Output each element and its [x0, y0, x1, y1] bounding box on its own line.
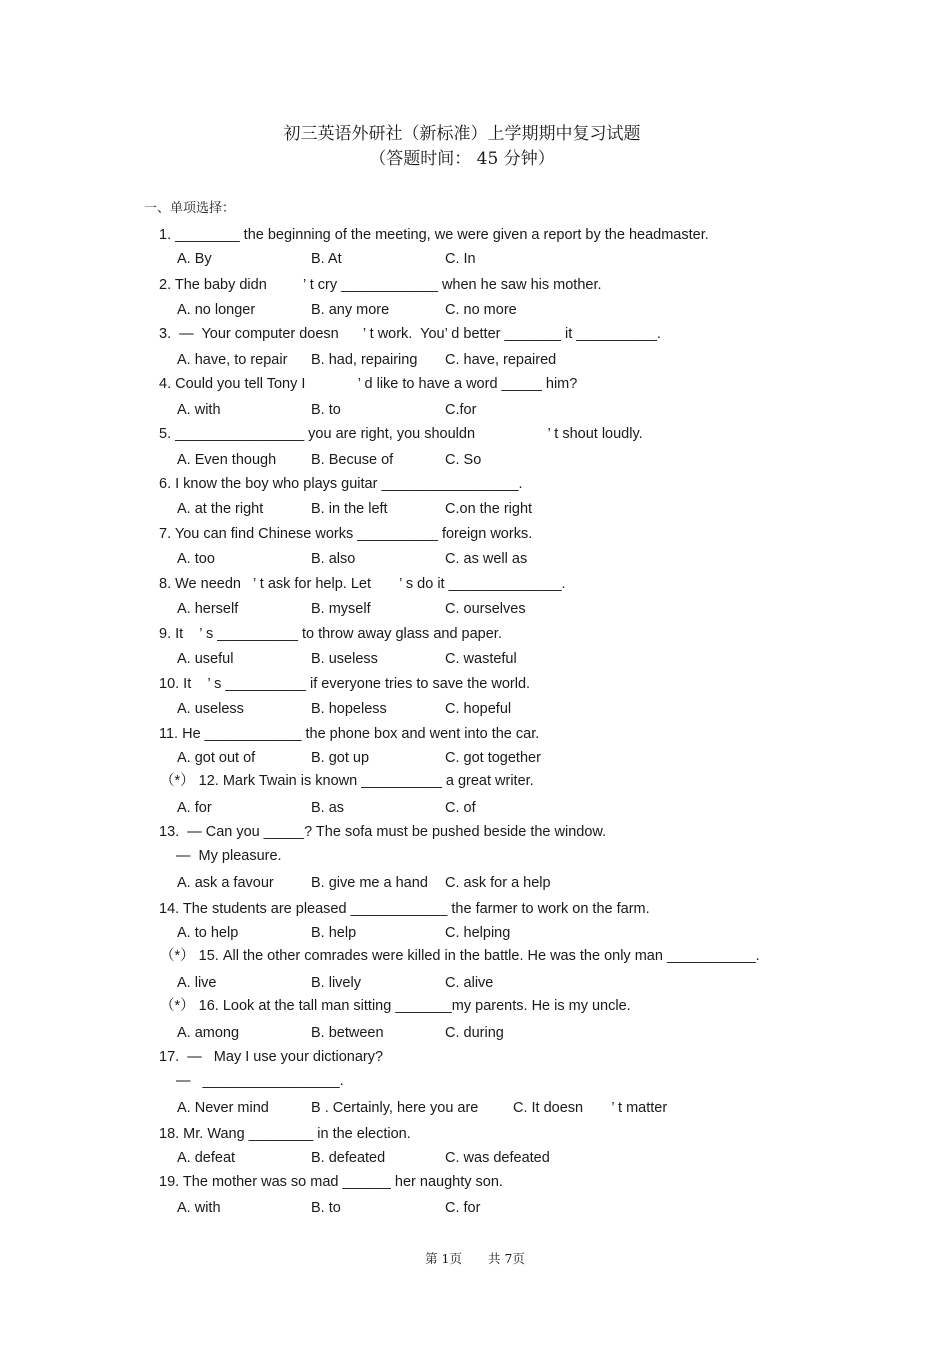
question-reply: — My pleasure. [176, 848, 282, 864]
answer-option: C. wasteful [445, 651, 517, 667]
answer-option: B. got up [311, 750, 370, 766]
answer-option: A. Even though [177, 452, 277, 468]
answer-option: C. during [445, 1025, 504, 1041]
question-stem: 8. We needn ’ t ask for help. Let ’ s do it ______________. [159, 576, 566, 592]
answer-option: B. defeated [311, 1150, 386, 1166]
question-stem: 17. — May I use your dictionary? [159, 1049, 384, 1065]
page-total: 共 7页 [488, 1251, 525, 1266]
answer-option: A. have, to repair [177, 352, 288, 368]
answer-option: C. In [445, 251, 476, 267]
answer-option: C. of [445, 800, 476, 816]
answer-option: C. It doesn ’ t matter [513, 1100, 668, 1116]
answer-option: B. Becuse of [311, 452, 394, 468]
answer-option: B. lively [311, 975, 361, 991]
answer-option: B. as [311, 800, 345, 816]
answer-option: B . Certainly, here you are [311, 1100, 479, 1116]
answer-option: B. to [311, 402, 341, 418]
question-stem: 6. I know the boy who plays guitar _________________. [159, 476, 523, 492]
answer-option: B. hopeless [311, 701, 387, 717]
answer-option: C. alive [445, 975, 494, 991]
answer-option: A. By [177, 251, 212, 267]
answer-option: A. useful [177, 651, 234, 667]
question-stem: 9. It ’ s __________ to throw away glass and paper. [159, 626, 502, 642]
answer-option: A. got out of [177, 750, 256, 766]
question-stem: 3. — Your computer doesn ’ t work. You’ d better _______ it __________. [159, 326, 661, 342]
question-stem: 18. Mr. Wang ________ in the election. [159, 1126, 411, 1142]
answer-option: A. for [177, 800, 212, 816]
answer-option: A. with [177, 402, 221, 418]
page-number: 第 1页 [425, 1251, 462, 1266]
question-stem: 14. The students are pleased ____________ the farmer to work on the farm. [159, 901, 650, 917]
question-stem: 5. ________________ you are right, you shouldn ’ t shout loudly. [159, 426, 643, 442]
answer-option: C.on the right [445, 501, 533, 517]
question-stem: 13. — Can you _____? The sofa must be pushed beside the window. [159, 824, 607, 840]
answer-option: C. helping [445, 925, 511, 941]
page-footer [0, 1249, 950, 1267]
question-stem: （*） 16. Look at the tall man sitting _______my parents. He is my uncle. [160, 998, 631, 1014]
answer-option: A. herself [177, 601, 239, 617]
answer-option: B. had, repairing [311, 352, 418, 368]
answer-option: C. was defeated [445, 1150, 550, 1166]
answer-option: A. Never mind [177, 1100, 269, 1116]
answer-option: A. live [177, 975, 217, 991]
answer-option: A. to help [177, 925, 239, 941]
answer-option: A. defeat [177, 1150, 236, 1166]
answer-option: C. have, repaired [445, 352, 557, 368]
question-stem: （*） 12. Mark Twain is known __________ a great writer. [160, 773, 534, 789]
question-stem: 2. The baby didn ’ t cry ____________ when he saw his mother. [159, 277, 602, 293]
question-stem: 19. The mother was so mad ______ her naughty son. [159, 1174, 503, 1190]
subtitle: （答题时间： 45 分钟） [369, 149, 555, 169]
answer-option: C. as well as [445, 551, 528, 567]
question-stem: （*） 15. All the other comrades were killed in the battle. He was the only man ___________. [160, 948, 760, 964]
answer-option: C.for [445, 402, 477, 418]
answer-option: B. useless [311, 651, 378, 667]
answer-option: B. between [311, 1025, 384, 1041]
answer-option: A. too [177, 551, 215, 567]
question-stem: 7. You can find Chinese works __________ foreign works. [159, 526, 533, 542]
answer-option: B. also [311, 551, 356, 567]
title: 初三英语外研社（新标准）上学期期中复习试题 [283, 124, 641, 144]
section-heading: 一、单项选择： [144, 201, 236, 216]
answer-option: B. in the left [311, 501, 388, 517]
answer-option: C. got together [445, 750, 541, 766]
answer-option: B. to [311, 1200, 341, 1216]
question-reply: — _________________. [176, 1073, 344, 1089]
answer-option: A. ask a favour [177, 875, 274, 891]
question-stem: 1. ________ the beginning of the meeting, we were given a report by the headmaster. [159, 227, 709, 243]
answer-option: B. give me a hand [311, 875, 428, 891]
answer-option: B. myself [311, 601, 371, 617]
answer-option: A. among [177, 1025, 240, 1041]
answer-option: A. at the right [177, 501, 264, 517]
answer-option: C. ourselves [445, 601, 526, 617]
answer-option: A. no longer [177, 302, 256, 318]
answer-option: B. any more [311, 302, 390, 318]
answer-option: A. with [177, 1200, 221, 1216]
answer-option: A. useless [177, 701, 244, 717]
question-stem: 10. It ’ s __________ if everyone tries to save the world. [159, 676, 531, 692]
answer-option: B. At [311, 251, 342, 267]
answer-option: C. So [445, 452, 482, 468]
answer-option: C. ask for a help [445, 875, 551, 891]
answer-option: C. hopeful [445, 701, 512, 717]
question-stem: 11. He ____________ the phone box and went into the car. [159, 726, 540, 742]
answer-option: B. help [311, 925, 357, 941]
question-stem: 4. Could you tell Tony I ’ d like to have a word _____ him? [159, 376, 578, 392]
answer-option: C. no more [445, 302, 517, 318]
answer-option: C. for [445, 1200, 481, 1216]
